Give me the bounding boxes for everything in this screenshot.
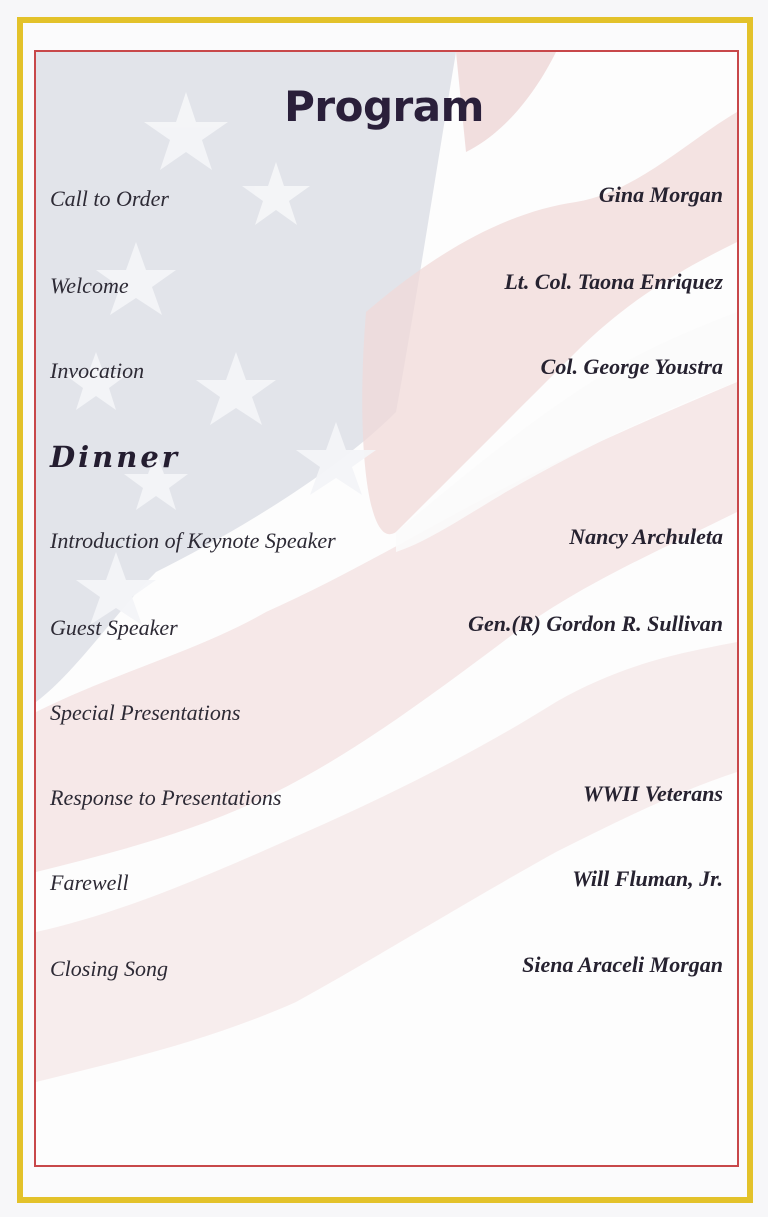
program-item-label: Special Presentations — [50, 700, 241, 725]
page-title: Program — [284, 82, 484, 131]
program-item-label: Welcome — [50, 273, 129, 298]
program-item-person: Lt. Col. Taona Enriquez — [504, 269, 723, 294]
program-item-label: Farewell — [50, 870, 129, 895]
flag-watermark-image — [36, 52, 737, 1165]
program-item-person: Siena Araceli Morgan — [522, 952, 723, 977]
program-item-person: Gina Morgan — [598, 182, 723, 207]
program-item-label: Call to Order — [50, 186, 169, 211]
program-item-label: Response to Presentations — [50, 785, 282, 810]
section-heading-dinner: Dinner — [50, 440, 181, 474]
program-item-person: Will Fluman, Jr. — [572, 866, 723, 891]
program-item-label: Guest Speaker — [50, 615, 178, 640]
program-item-label: Closing Song — [50, 956, 168, 981]
inner-red-border — [34, 50, 739, 1167]
program-item-person: Nancy Archuleta — [569, 524, 723, 549]
program-item-person: Gen.(R) Gordon R. Sullivan — [468, 611, 723, 636]
program-item-person: WWII Veterans — [583, 781, 723, 806]
program-item-person: Col. George Youstra — [540, 354, 723, 379]
program-item-label: Introduction of Keynote Speaker — [50, 528, 336, 553]
program-item-label: Invocation — [50, 358, 145, 383]
